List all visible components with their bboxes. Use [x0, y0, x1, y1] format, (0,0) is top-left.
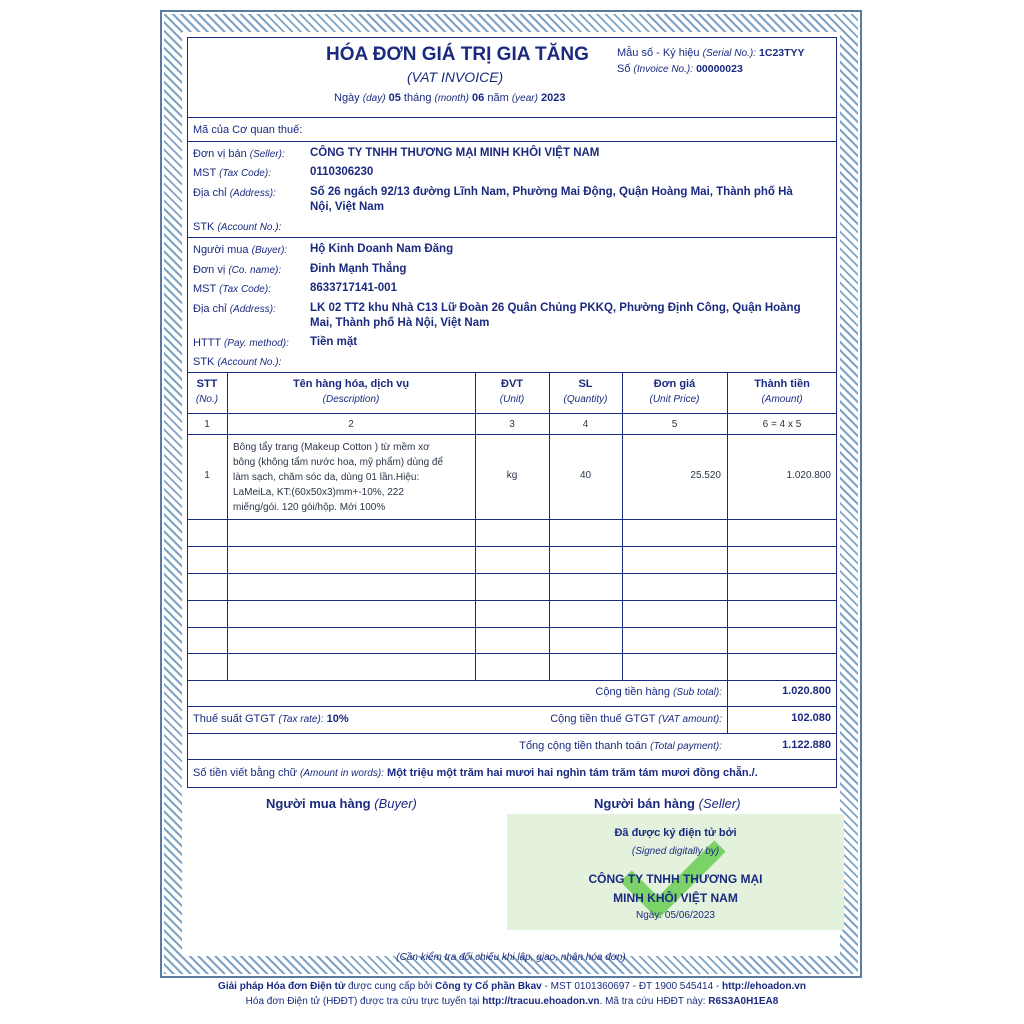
index-cell: 2 [348, 419, 354, 430]
table-row-divider [187, 519, 837, 520]
item-quantity: 40 [579, 470, 592, 481]
signed-label-en: (Signed digitally by) [631, 846, 720, 857]
col-header-quantity-en: (Quantity) [563, 394, 608, 405]
invoice-number-row [617, 63, 743, 75]
buyer-tax-label [193, 283, 271, 295]
col-header-description-en: (Description) [322, 394, 380, 405]
table-index-divider [187, 434, 837, 435]
divider [187, 706, 837, 707]
label-text: Địa chỉ [193, 303, 227, 315]
col-header-no-en: (No.) [195, 394, 219, 405]
buyer-label [193, 244, 287, 256]
date-year: 2023 [541, 92, 566, 104]
amount-in-words-value: Một triệu một trăm hai mươi hai nghìn tám trăm tám mươi đồng chẵn./. [387, 767, 758, 779]
invoice-no-label: Số [617, 63, 631, 75]
serial-label-en: (Serial No.): [702, 48, 756, 59]
total-payment-label [440, 740, 722, 752]
col-header-quantity: SL [578, 378, 593, 390]
footer-text: Công ty Cổ phần Bkav [435, 981, 542, 992]
divider [187, 733, 837, 734]
pay-method: Tiền mặt [310, 336, 358, 348]
label-text: STK [193, 221, 215, 233]
invoice-no-label-en: (Invoice No.): [633, 64, 693, 75]
label-text: MST [193, 167, 217, 179]
footer-line1 [0, 981, 1024, 992]
verification-notice: (Cần kiểm tra đối chiếu khi lập, giao, nhận hóa đơn) [396, 952, 626, 963]
label-text: STK [193, 356, 215, 368]
label-text: MST [193, 283, 217, 295]
footer-link[interactable]: http://tracuu.ehoadon.vn [482, 996, 600, 1007]
amount-in-words [193, 767, 758, 779]
index-cell: 4 [582, 419, 589, 430]
total-payment-value: 1.122.880 [782, 739, 831, 751]
footer-text: . Mã tra cứu HĐĐT này: [599, 996, 706, 1007]
invoice-date [334, 92, 565, 104]
buyer-account-label [193, 356, 281, 368]
label-text: Thuế suất GTGT [193, 713, 276, 725]
seller-tax-label [193, 167, 271, 179]
date-month-label: tháng [403, 92, 432, 104]
buyer-address-label [193, 303, 276, 315]
index-cell: 3 [509, 419, 515, 430]
buyer-co-label [193, 264, 281, 276]
label-en: (Tax Code): [219, 284, 271, 295]
label-en: (VAT amount): [658, 714, 722, 725]
seller-address-line2: Nội, Việt Nam [310, 201, 384, 213]
item-unit: kg [506, 470, 518, 481]
item-description-line: làm sạch, chăm sóc da, dùng 01 lần.Hiệu: [233, 472, 420, 483]
serial-row [617, 47, 805, 59]
col-header-unit-price-en: (Unit Price) [649, 394, 700, 405]
label-en: (Amount in words): [300, 768, 384, 779]
footer-text: Giải pháp Hóa đơn Điện tử [218, 981, 346, 992]
vat-amount-label [480, 713, 722, 725]
signed-date: Ngày: 05/06/2023 [636, 910, 715, 921]
lookup-code: R6S3A0H1EA8 [708, 996, 779, 1007]
table-row-divider [187, 627, 837, 628]
buyer-address-line1: LK 02 TT2 khu Nhà C13 Lữ Đoàn 26 Quân Chủng PKKQ, Phường Định Công, Quận Hoàng [310, 302, 801, 314]
divider [187, 759, 837, 760]
seller-account-label [193, 221, 281, 233]
invoice-title: HÓA ĐƠN GIÁ TRỊ GIA TĂNG [326, 44, 589, 65]
col-header-amount-en: (Amount) [761, 394, 803, 405]
label-text: Đơn vị bán [193, 148, 247, 160]
serial-label: Mẫu số - Ký hiệu [617, 47, 700, 59]
label-en: (Total payment): [650, 741, 722, 752]
item-description-line: bông (không tẩm nước hoa, mỹ phẩm) dùng để [233, 457, 444, 468]
table-top-border [187, 372, 837, 373]
invoice-subtitle: (VAT INVOICE) [407, 69, 504, 85]
seller-address-label [193, 187, 276, 199]
item-unit-price: 25.520 [690, 470, 721, 481]
vat-amount-value: 102.080 [791, 712, 831, 724]
col-header-unit: ĐVT [501, 378, 523, 390]
item-description-line: miếng/gói. 120 gói/hộp. Mới 100% [233, 502, 386, 513]
item-description-line: Bông tẩy trang (Makeup Cotton ) từ mềm xơ [233, 442, 430, 453]
label-en: (Buyer): [251, 245, 288, 256]
buyer-tax-code: 8633717141-001 [310, 282, 397, 294]
label-text: Tổng cộng tiền thanh toán [519, 740, 648, 752]
col-header-amount: Thành tiền [754, 378, 810, 390]
index-cell: 5 [671, 419, 678, 430]
buyer-address-line2: Mai, Thành phố Hà Nội, Việt Nam [310, 317, 490, 329]
date-month: 06 [472, 92, 485, 104]
footer-text: Hóa đơn Điện tử (HĐĐT) được tra cứu trực tuyến tại [245, 996, 480, 1007]
signer-company-line2: MINH KHÔI VIỆT NAM [613, 891, 738, 905]
buyer-co-name: Đinh Mạnh Thắng [310, 263, 407, 275]
table-row-divider [187, 573, 837, 574]
subtotal-value: 1.020.800 [782, 685, 831, 697]
tax-authority-label: Mã của Cơ quan thuế: [193, 124, 303, 136]
label-en: (Tax Code): [219, 168, 271, 179]
date-year-label: năm [487, 92, 509, 104]
item-no: 1 [204, 470, 210, 481]
buyer-name: Hộ Kinh Doanh Nam Đăng [310, 243, 454, 255]
footer-text: được cung cấp bởi [347, 981, 433, 992]
footer-line2 [0, 996, 1024, 1007]
seller-name: CÔNG TY TNHH THƯƠNG MẠI MINH KHÔI VIỆT NAM [310, 147, 600, 159]
date-month-en: (month) [434, 93, 469, 104]
date-prefix: Ngày [334, 92, 360, 104]
label-text: Người mua hàng [266, 796, 371, 811]
date-year-en: (year) [511, 93, 538, 104]
seller-name-label [193, 148, 285, 160]
col-header-description: Tên hàng hóa, dịch vụ [292, 378, 410, 390]
label-en: (Account No.): [217, 222, 282, 233]
date-day-en: (day) [362, 93, 386, 104]
label-en: (Account No.): [217, 357, 282, 368]
table-row-divider [187, 546, 837, 547]
invoice-no-value: 00000023 [696, 63, 743, 75]
col-header-no: STT [196, 378, 218, 390]
seller-signature-title [594, 796, 741, 811]
footer-text: - MST 0101360697 - ĐT 1900 545414 - [544, 981, 720, 992]
item-amount: 1.020.800 [786, 470, 831, 481]
label-text: Địa chỉ [193, 187, 227, 199]
footer-link[interactable]: http://ehoadon.vn [722, 981, 806, 992]
index-cell: 1 [204, 419, 210, 430]
label-en: (Pay. method): [223, 338, 289, 349]
table-bottom-border [187, 680, 837, 681]
seller-tax-code: 0110306230 [310, 166, 374, 178]
item-description-line: LaMeiLa, KT:(60x50x3)mm+-10%, 222 [233, 487, 404, 498]
date-day: 05 [388, 92, 401, 104]
table-row-divider [187, 653, 837, 654]
tax-rate-value: 10% [326, 713, 349, 725]
seller-address-line1: Số 26 ngách 92/13 đường Lĩnh Nam, Phường Mai Động, Quận Hoàng Mai, Thành phố Hà [310, 186, 793, 198]
divider [187, 237, 837, 238]
divider [187, 117, 837, 118]
label-text: Cộng tiền hàng [595, 686, 671, 698]
label-en: (Sub total): [673, 687, 722, 698]
label-en: (Tax rate): [278, 714, 324, 725]
label-text: Người mua [193, 244, 249, 256]
label-en: (Address): [229, 304, 276, 315]
item-description [233, 440, 443, 515]
col-header-unit-price: Đơn giá [653, 378, 696, 390]
label-text: HTTT [193, 337, 221, 349]
tax-rate-label [193, 713, 349, 725]
label-text: Cộng tiền thuế GTGT [550, 713, 656, 725]
label-text: Số tiền viết bằng chữ [193, 767, 297, 779]
divider [187, 141, 837, 142]
signer-company-line1: CÔNG TY TNHH THƯƠNG MẠI [588, 872, 763, 886]
col-header-unit-en: (Unit) [499, 394, 525, 405]
label-en: (Seller) [698, 796, 741, 811]
label-en: (Address): [229, 188, 276, 199]
table-header-divider [187, 413, 837, 414]
label-en: (Co. name): [228, 265, 282, 276]
label-en: (Buyer) [374, 796, 417, 811]
serial-value: 1C23TYY [759, 47, 805, 59]
index-cell: 6 = 4 x 5 [762, 419, 802, 430]
table-row-divider [187, 600, 837, 601]
label-en: (Seller): [249, 149, 285, 160]
buyer-signature-title [266, 796, 417, 811]
signed-label: Đã được ký điện tử bởi [614, 827, 737, 839]
label-text: Người bán hàng [594, 796, 695, 811]
pay-method-label [193, 337, 289, 349]
label-text: Đơn vị [193, 264, 226, 276]
subtotal-label [500, 686, 722, 698]
